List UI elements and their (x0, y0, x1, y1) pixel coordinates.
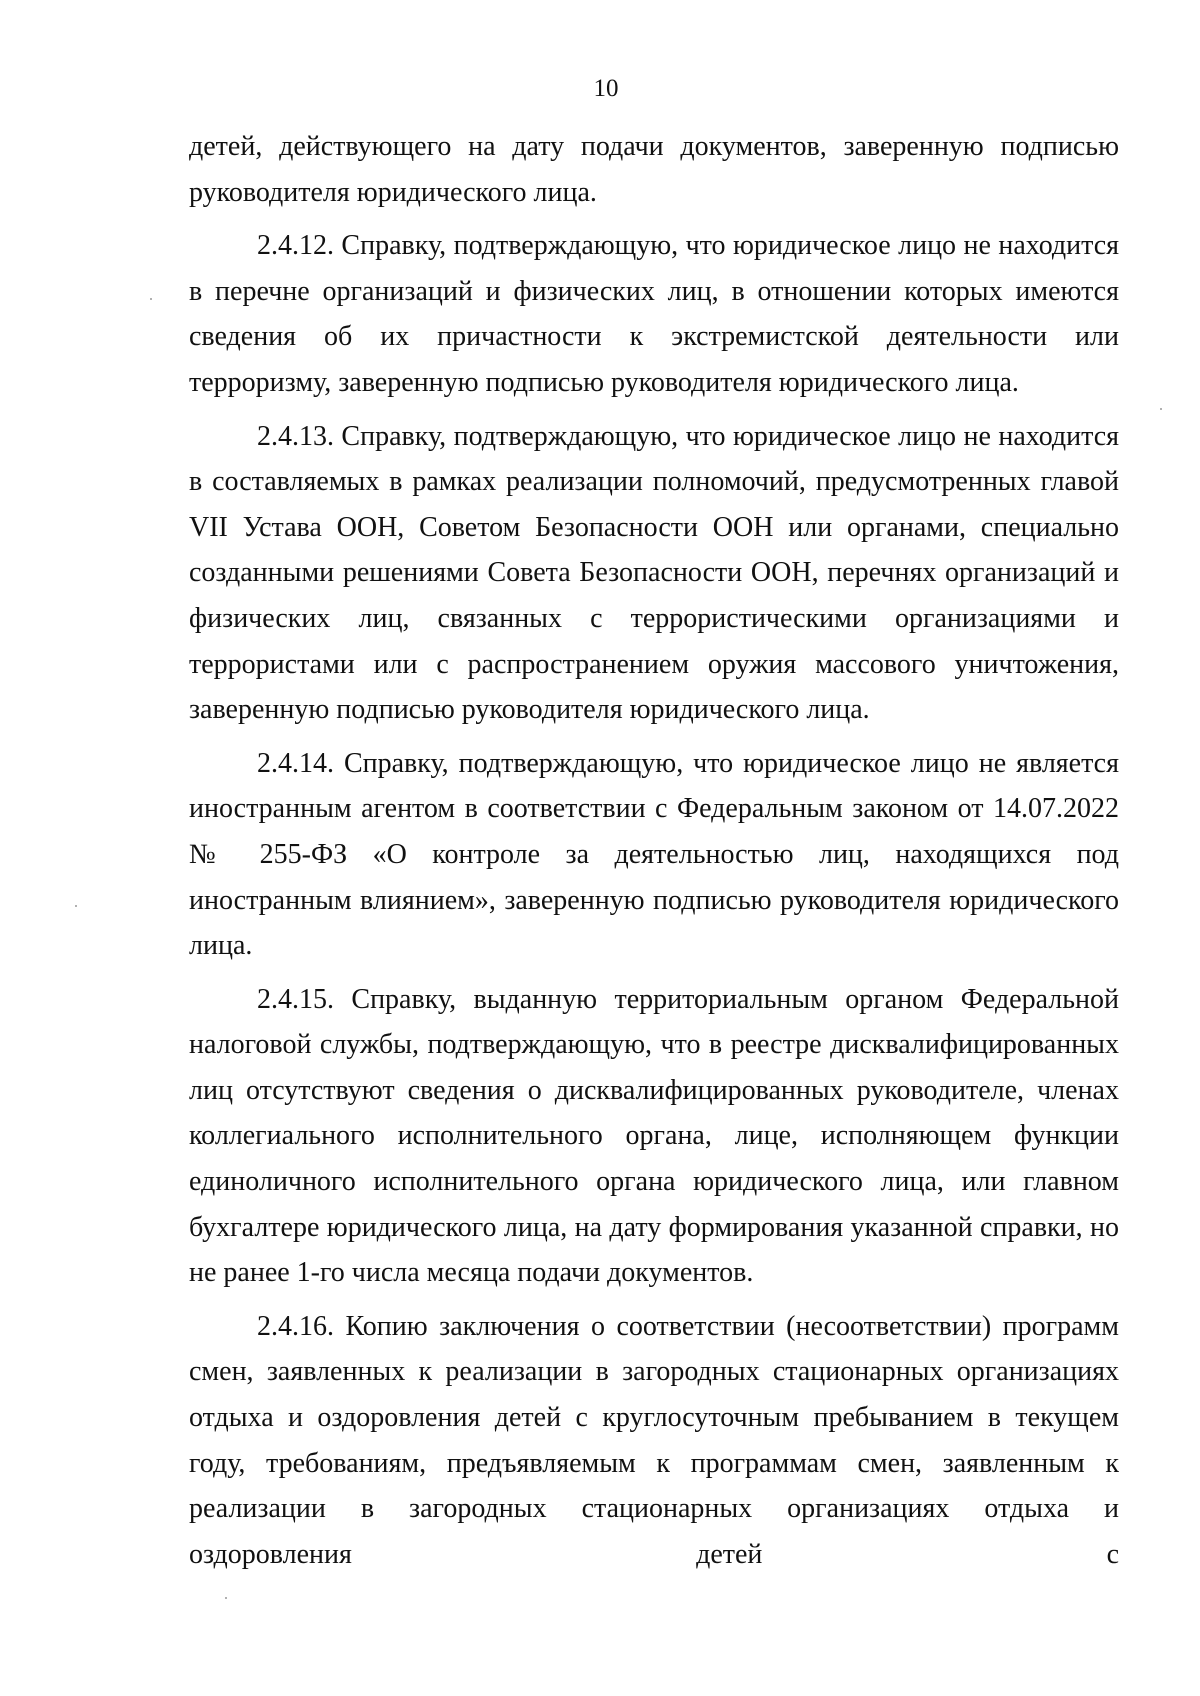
paragraph-2-4-13: 2.4.13. Справку, подтверждающую, что юридическое лицо не находится в составляемых в рамках реализации полномочий, предусмотренных главой VII Устава ООН, Советом Безопасности ООН или органами, специально созданными решениями Совета Безопасности ООН, перечнях организаций и физических лиц, связанных с террористическими организациями и террористами или с распространением оружия массового уничтожения, заверенную подписью руководителя юридического лица. (189, 420, 1119, 726)
document-body (189, 124, 1119, 1585)
page-number: 10 (593, 75, 619, 102)
paragraph-2-4-16: 2.4.16. Копию заключения о соответствии (несоответствии) программ смен, заявленных к реализации в загородных стационарных организациях отдыха и оздоровления детей с круглосуточным пребыванием в текущем году, требованиям, предъявляемым к программам смен, заявленным к реализации в загородных стационарных организациях отдыха и оздоровления детей с (189, 1310, 1119, 1570)
scan-speck (225, 1597, 227, 1599)
paragraph-continuation: детей, действующего на дату подачи документов, заверенную подписью руководителя юридического лица. (189, 131, 1119, 208)
paragraph-2-4-12: 2.4.12. Справку, подтверждающую, что юридическое лицо не находится в перечне организаций и физических лиц, в отношении которых имеются сведения об их причастности к экстремистской деятельности или терроризму, заверенную подписью руководителя юридического лица. (189, 230, 1119, 398)
paragraph-2-4-14: 2.4.14. Справку, подтверждающую, что юридическое лицо не является иностранным агентом в соответствии с Федеральным законом от 14.07.2022 № 255-ФЗ «О контроле за деятельностью лиц, находящихся под иностранным влиянием», заверенную подписью руководителя юридического лица. (189, 747, 1119, 962)
scan-speck (150, 298, 152, 300)
paragraph-2-4-15: 2.4.15. Справку, выданную территориальным органом Федеральной налоговой службы, подтверждающую, что в реестре дисквалифицированных лиц отсутствуют сведения о дисквалифицированных руководителе, членах коллегиального исполнительного органа, лице, исполняющем функции единоличного исполнительного органа юридического лица, или главном бухгалтере юридического лица, на дату формирования указанной справки, но не ранее 1-го числа месяца подачи документов. (189, 983, 1119, 1289)
scan-speck (75, 905, 77, 907)
scan-speck (1160, 408, 1162, 410)
